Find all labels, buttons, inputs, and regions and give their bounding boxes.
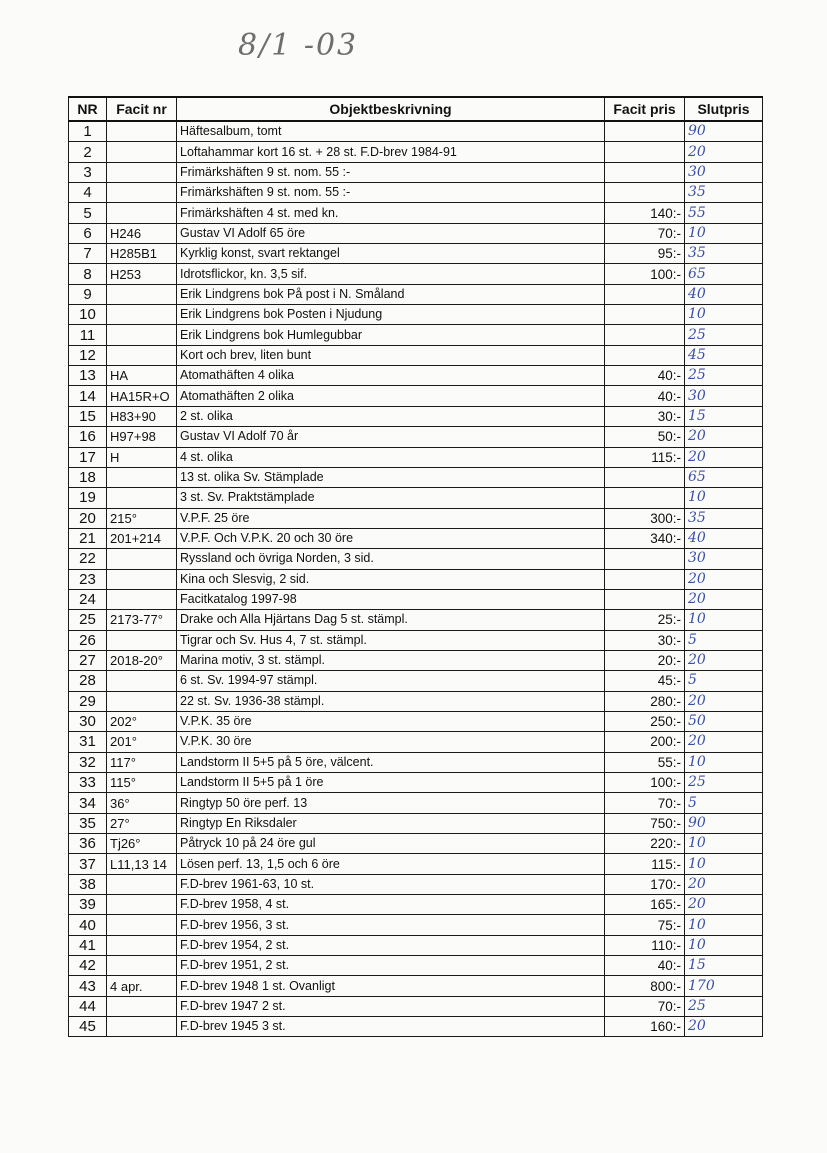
cell-facit-pris: 340:- — [605, 528, 685, 548]
cell-facit-nr — [107, 345, 177, 365]
cell-facit-nr: 201+214 — [107, 528, 177, 548]
cell-facit-pris: 110:- — [605, 935, 685, 955]
cell-slutpris-handwritten: 10 — [685, 854, 763, 874]
cell-facit-pris: 165:- — [605, 895, 685, 915]
table-row — [69, 589, 763, 609]
cell-facit-pris: 115:- — [605, 854, 685, 874]
cell-objektbeskrivning: Häftesalbum, tomt — [177, 121, 605, 142]
cell-facit-nr — [107, 895, 177, 915]
cell-facit-nr: HA15R+O — [107, 386, 177, 406]
cell-nr: 33 — [69, 773, 107, 793]
cell-slutpris-handwritten: 15 — [685, 956, 763, 976]
cell-nr: 7 — [69, 244, 107, 264]
cell-objektbeskrivning: F.D-brev 1958, 4 st. — [177, 895, 605, 915]
cell-facit-nr: H83+90 — [107, 406, 177, 426]
cell-facit-pris: 95:- — [605, 244, 685, 264]
table-row — [69, 874, 763, 894]
cell-nr: 41 — [69, 935, 107, 955]
cell-nr: 40 — [69, 915, 107, 935]
table-row — [69, 162, 763, 182]
cell-facit-pris — [605, 284, 685, 304]
cell-objektbeskrivning: Frimärkshäften 9 st. nom. 55 :- — [177, 183, 605, 203]
cell-slutpris-handwritten: 10 — [685, 488, 763, 508]
cell-facit-nr: 117° — [107, 752, 177, 772]
cell-slutpris-handwritten: 15 — [685, 406, 763, 426]
cell-facit-pris: 800:- — [605, 976, 685, 996]
cell-objektbeskrivning: Erik Lindgrens bok Humlegubbar — [177, 325, 605, 345]
cell-slutpris-handwritten: 5 — [685, 793, 763, 813]
cell-objektbeskrivning: V.P.K. 35 öre — [177, 711, 605, 731]
cell-facit-nr: H246 — [107, 223, 177, 243]
cell-objektbeskrivning: Kyrklig konst, svart rektangel — [177, 244, 605, 264]
table-row — [69, 732, 763, 752]
table-row — [69, 976, 763, 996]
table-row — [69, 264, 763, 284]
cell-facit-nr — [107, 284, 177, 304]
header-facit-pris: Facit pris — [605, 97, 685, 121]
cell-nr: 30 — [69, 711, 107, 731]
cell-slutpris-handwritten: 170 — [685, 976, 763, 996]
cell-facit-nr: H285B1 — [107, 244, 177, 264]
cell-nr: 31 — [69, 732, 107, 752]
cell-facit-nr — [107, 996, 177, 1016]
cell-nr: 2 — [69, 142, 107, 162]
cell-nr: 1 — [69, 121, 107, 142]
cell-slutpris-handwritten: 20 — [685, 589, 763, 609]
table-row — [69, 366, 763, 386]
cell-slutpris-handwritten: 10 — [685, 223, 763, 243]
cell-facit-nr: L11,13 14 — [107, 854, 177, 874]
cell-objektbeskrivning: V.P.F. 25 öre — [177, 508, 605, 528]
cell-nr: 25 — [69, 610, 107, 630]
table-row — [69, 915, 763, 935]
cell-nr: 5 — [69, 203, 107, 223]
cell-slutpris-handwritten: 20 — [685, 447, 763, 467]
cell-objektbeskrivning: F.D-brev 1948 1 st. Ovanligt — [177, 976, 605, 996]
cell-slutpris-handwritten: 5 — [685, 630, 763, 650]
table-row — [69, 488, 763, 508]
cell-facit-nr — [107, 467, 177, 487]
cell-slutpris-handwritten: 45 — [685, 345, 763, 365]
cell-objektbeskrivning: Ringtyp En Riksdaler — [177, 813, 605, 833]
cell-facit-pris: 40:- — [605, 386, 685, 406]
cell-slutpris-handwritten: 10 — [685, 610, 763, 630]
cell-slutpris-handwritten: 90 — [685, 121, 763, 142]
cell-objektbeskrivning: Frimärkshäften 9 st. nom. 55 :- — [177, 162, 605, 182]
table-row — [69, 671, 763, 691]
cell-nr: 20 — [69, 508, 107, 528]
cell-nr: 35 — [69, 813, 107, 833]
cell-facit-nr: 215° — [107, 508, 177, 528]
cell-slutpris-handwritten: 20 — [685, 142, 763, 162]
cell-facit-pris: 40:- — [605, 956, 685, 976]
table-row — [69, 345, 763, 365]
cell-nr: 23 — [69, 569, 107, 589]
cell-facit-pris: 200:- — [605, 732, 685, 752]
cell-nr: 45 — [69, 1017, 107, 1037]
table-row — [69, 142, 763, 162]
cell-nr: 38 — [69, 874, 107, 894]
table-row — [69, 711, 763, 731]
cell-facit-pris: 30:- — [605, 630, 685, 650]
table-row — [69, 386, 763, 406]
cell-facit-nr — [107, 691, 177, 711]
cell-slutpris-handwritten: 25 — [685, 366, 763, 386]
cell-objektbeskrivning: Marina motiv, 3 st. stämpl. — [177, 650, 605, 670]
cell-objektbeskrivning: F.D-brev 1947 2 st. — [177, 996, 605, 1016]
cell-facit-nr — [107, 549, 177, 569]
table-row — [69, 691, 763, 711]
cell-facit-pris: 55:- — [605, 752, 685, 772]
cell-facit-nr: 201° — [107, 732, 177, 752]
cell-slutpris-handwritten: 10 — [685, 752, 763, 772]
cell-facit-nr: 36° — [107, 793, 177, 813]
cell-nr: 19 — [69, 488, 107, 508]
cell-facit-nr — [107, 935, 177, 955]
table-row — [69, 793, 763, 813]
cell-facit-pris: 70:- — [605, 996, 685, 1016]
cell-slutpris-handwritten: 10 — [685, 935, 763, 955]
cell-nr: 6 — [69, 223, 107, 243]
cell-objektbeskrivning: Gustav VI Adolf 70 år — [177, 427, 605, 447]
cell-slutpris-handwritten: 25 — [685, 773, 763, 793]
cell-facit-nr — [107, 630, 177, 650]
cell-nr: 32 — [69, 752, 107, 772]
cell-nr: 28 — [69, 671, 107, 691]
cell-objektbeskrivning: Drake och Alla Hjärtans Dag 5 st. stämpl. — [177, 610, 605, 630]
cell-objektbeskrivning: 4 st. olika — [177, 447, 605, 467]
cell-slutpris-handwritten: 65 — [685, 467, 763, 487]
cell-facit-pris — [605, 488, 685, 508]
cell-facit-pris: 45:- — [605, 671, 685, 691]
cell-slutpris-handwritten: 10 — [685, 834, 763, 854]
cell-nr: 16 — [69, 427, 107, 447]
cell-nr: 27 — [69, 650, 107, 670]
ledger-body — [69, 121, 763, 1037]
cell-facit-pris — [605, 467, 685, 487]
cell-nr: 36 — [69, 834, 107, 854]
ledger-header — [69, 97, 763, 121]
table-row — [69, 305, 763, 325]
cell-facit-pris — [605, 142, 685, 162]
cell-slutpris-handwritten: 10 — [685, 915, 763, 935]
cell-facit-nr — [107, 325, 177, 345]
cell-facit-nr: 2173-77° — [107, 610, 177, 630]
cell-nr: 14 — [69, 386, 107, 406]
cell-objektbeskrivning: 2 st. olika — [177, 406, 605, 426]
table-row — [69, 203, 763, 223]
cell-nr: 12 — [69, 345, 107, 365]
cell-nr: 26 — [69, 630, 107, 650]
cell-facit-nr: H253 — [107, 264, 177, 284]
cell-nr: 18 — [69, 467, 107, 487]
cell-slutpris-handwritten: 20 — [685, 1017, 763, 1037]
cell-facit-nr: H — [107, 447, 177, 467]
cell-slutpris-handwritten: 40 — [685, 528, 763, 548]
cell-slutpris-handwritten: 20 — [685, 732, 763, 752]
cell-nr: 29 — [69, 691, 107, 711]
cell-objektbeskrivning: 6 st. Sv. 1994-97 stämpl. — [177, 671, 605, 691]
cell-slutpris-handwritten: 20 — [685, 569, 763, 589]
cell-nr: 13 — [69, 366, 107, 386]
cell-slutpris-handwritten: 50 — [685, 711, 763, 731]
table-row — [69, 528, 763, 548]
cell-objektbeskrivning: Facitkatalog 1997-98 — [177, 589, 605, 609]
cell-facit-nr: 202° — [107, 711, 177, 731]
cell-nr: 22 — [69, 549, 107, 569]
cell-facit-nr — [107, 915, 177, 935]
header-slutpris: Slutpris — [685, 97, 763, 121]
cell-facit-nr — [107, 142, 177, 162]
cell-facit-pris — [605, 162, 685, 182]
table-row — [69, 996, 763, 1016]
cell-objektbeskrivning: Kort och brev, liten bunt — [177, 345, 605, 365]
cell-objektbeskrivning: Gustav VI Adolf 65 öre — [177, 223, 605, 243]
cell-nr: 24 — [69, 589, 107, 609]
cell-objektbeskrivning: Ringtyp 50 öre perf. 13 — [177, 793, 605, 813]
cell-facit-pris: 30:- — [605, 406, 685, 426]
cell-facit-nr — [107, 121, 177, 142]
cell-objektbeskrivning: F.D-brev 1951, 2 st. — [177, 956, 605, 976]
cell-objektbeskrivning: V.P.F. Och V.P.K. 20 och 30 öre — [177, 528, 605, 548]
cell-objektbeskrivning: Loftahammar kort 16 st. + 28 st. F.D-brev 1984-91 — [177, 142, 605, 162]
cell-facit-pris: 280:- — [605, 691, 685, 711]
cell-objektbeskrivning: Erik Lindgrens bok På post i N. Småland — [177, 284, 605, 304]
header-facit-nr: Facit nr — [107, 97, 177, 121]
cell-facit-pris: 70:- — [605, 793, 685, 813]
cell-slutpris-handwritten: 20 — [685, 895, 763, 915]
cell-facit-pris: 75:- — [605, 915, 685, 935]
table-row — [69, 508, 763, 528]
cell-facit-pris: 160:- — [605, 1017, 685, 1037]
table-row — [69, 813, 763, 833]
cell-facit-pris: 115:- — [605, 447, 685, 467]
cell-facit-pris — [605, 305, 685, 325]
cell-nr: 11 — [69, 325, 107, 345]
header-nr: NR — [69, 97, 107, 121]
cell-facit-nr — [107, 488, 177, 508]
cell-objektbeskrivning: Tigrar och Sv. Hus 4, 7 st. stämpl. — [177, 630, 605, 650]
cell-facit-nr — [107, 671, 177, 691]
table-row — [69, 325, 763, 345]
cell-nr: 42 — [69, 956, 107, 976]
cell-slutpris-handwritten: 30 — [685, 386, 763, 406]
cell-nr: 4 — [69, 183, 107, 203]
cell-facit-pris — [605, 183, 685, 203]
table-row — [69, 1017, 763, 1037]
table-row — [69, 549, 763, 569]
cell-objektbeskrivning: Atomathäften 4 olika — [177, 366, 605, 386]
cell-facit-pris: 170:- — [605, 874, 685, 894]
cell-slutpris-handwritten: 35 — [685, 508, 763, 528]
cell-facit-pris: 250:- — [605, 711, 685, 731]
table-row — [69, 935, 763, 955]
cell-slutpris-handwritten: 40 — [685, 284, 763, 304]
cell-facit-pris — [605, 325, 685, 345]
handwritten-date-note: 8/1 -03 — [238, 28, 359, 63]
table-row — [69, 773, 763, 793]
cell-objektbeskrivning: F.D-brev 1945 3 st. — [177, 1017, 605, 1037]
cell-slutpris-handwritten: 90 — [685, 813, 763, 833]
cell-slutpris-handwritten: 20 — [685, 691, 763, 711]
cell-facit-pris: 100:- — [605, 773, 685, 793]
table-row — [69, 834, 763, 854]
cell-facit-pris: 750:- — [605, 813, 685, 833]
cell-objektbeskrivning: Landstorm II 5+5 på 1 öre — [177, 773, 605, 793]
table-row — [69, 650, 763, 670]
cell-facit-nr — [107, 1017, 177, 1037]
cell-objektbeskrivning: Idrotsflickor, kn. 3,5 sif. — [177, 264, 605, 284]
cell-objektbeskrivning: 13 st. olika Sv. Stämplade — [177, 467, 605, 487]
cell-nr: 17 — [69, 447, 107, 467]
cell-facit-pris — [605, 589, 685, 609]
table-row — [69, 121, 763, 142]
cell-slutpris-handwritten: 25 — [685, 996, 763, 1016]
cell-nr: 43 — [69, 976, 107, 996]
table-row — [69, 406, 763, 426]
cell-facit-pris: 140:- — [605, 203, 685, 223]
cell-facit-nr: 115° — [107, 773, 177, 793]
cell-nr: 34 — [69, 793, 107, 813]
table-row — [69, 183, 763, 203]
cell-nr: 39 — [69, 895, 107, 915]
cell-facit-nr — [107, 874, 177, 894]
cell-facit-nr: 27° — [107, 813, 177, 833]
cell-facit-pris: 20:- — [605, 650, 685, 670]
cell-objektbeskrivning: 22 st. Sv. 1936-38 stämpl. — [177, 691, 605, 711]
cell-nr: 3 — [69, 162, 107, 182]
cell-objektbeskrivning: Ryssland och övriga Norden, 3 sid. — [177, 549, 605, 569]
table-row — [69, 427, 763, 447]
cell-nr: 37 — [69, 854, 107, 874]
cell-objektbeskrivning: Erik Lindgrens bok Posten i Njudung — [177, 305, 605, 325]
table-row — [69, 244, 763, 264]
table-row — [69, 284, 763, 304]
cell-nr: 9 — [69, 284, 107, 304]
cell-objektbeskrivning: V.P.K. 30 öre — [177, 732, 605, 752]
table-row — [69, 630, 763, 650]
cell-slutpris-handwritten: 35 — [685, 183, 763, 203]
cell-facit-pris — [605, 549, 685, 569]
cell-facit-nr: H97+98 — [107, 427, 177, 447]
cell-facit-nr — [107, 203, 177, 223]
cell-facit-nr — [107, 305, 177, 325]
cell-slutpris-handwritten: 30 — [685, 162, 763, 182]
cell-objektbeskrivning: F.D-brev 1954, 2 st. — [177, 935, 605, 955]
cell-facit-nr — [107, 569, 177, 589]
cell-slutpris-handwritten: 20 — [685, 427, 763, 447]
cell-facit-pris: 50:- — [605, 427, 685, 447]
table-row — [69, 956, 763, 976]
cell-slutpris-handwritten: 5 — [685, 671, 763, 691]
table-row — [69, 752, 763, 772]
cell-objektbeskrivning: F.D-brev 1961-63, 10 st. — [177, 874, 605, 894]
cell-slutpris-handwritten: 35 — [685, 244, 763, 264]
cell-objektbeskrivning: Atomathäften 2 olika — [177, 386, 605, 406]
cell-slutpris-handwritten: 10 — [685, 305, 763, 325]
cell-objektbeskrivning: F.D-brev 1956, 3 st. — [177, 915, 605, 935]
cell-objektbeskrivning: Påtryck 10 på 24 öre gul — [177, 834, 605, 854]
table-row — [69, 610, 763, 630]
cell-slutpris-handwritten: 55 — [685, 203, 763, 223]
header-objektbeskrivning: Objektbeskrivning — [177, 97, 605, 121]
cell-nr: 10 — [69, 305, 107, 325]
cell-objektbeskrivning: Landstorm II 5+5 på 5 öre, välcent. — [177, 752, 605, 772]
cell-slutpris-handwritten: 30 — [685, 549, 763, 569]
cell-objektbeskrivning: 3 st. Sv. Praktstämplade — [177, 488, 605, 508]
cell-nr: 21 — [69, 528, 107, 548]
cell-facit-nr — [107, 183, 177, 203]
cell-facit-pris — [605, 345, 685, 365]
cell-facit-nr: Tj26° — [107, 834, 177, 854]
cell-slutpris-handwritten: 20 — [685, 650, 763, 670]
cell-facit-pris: 300:- — [605, 508, 685, 528]
cell-facit-pris — [605, 569, 685, 589]
cell-slutpris-handwritten: 25 — [685, 325, 763, 345]
cell-nr: 8 — [69, 264, 107, 284]
table-row — [69, 467, 763, 487]
header-row — [69, 97, 763, 121]
cell-facit-nr — [107, 589, 177, 609]
cell-nr: 44 — [69, 996, 107, 1016]
table-row — [69, 447, 763, 467]
cell-slutpris-handwritten: 20 — [685, 874, 763, 894]
cell-facit-pris: 220:- — [605, 834, 685, 854]
table-row — [69, 895, 763, 915]
table-row — [69, 854, 763, 874]
auction-ledger-table — [68, 96, 763, 1037]
cell-facit-pris — [605, 121, 685, 142]
cell-nr: 15 — [69, 406, 107, 426]
cell-objektbeskrivning: Kina och Slesvig, 2 sid. — [177, 569, 605, 589]
cell-objektbeskrivning: Frimärkshäften 4 st. med kn. — [177, 203, 605, 223]
cell-facit-pris: 40:- — [605, 366, 685, 386]
table-row — [69, 569, 763, 589]
cell-facit-pris: 100:- — [605, 264, 685, 284]
cell-facit-nr: HA — [107, 366, 177, 386]
cell-facit-nr: 4 apr. — [107, 976, 177, 996]
cell-slutpris-handwritten: 65 — [685, 264, 763, 284]
cell-facit-pris: 25:- — [605, 610, 685, 630]
cell-facit-pris: 70:- — [605, 223, 685, 243]
cell-facit-nr: 2018-20° — [107, 650, 177, 670]
cell-facit-nr — [107, 956, 177, 976]
cell-objektbeskrivning: Lösen perf. 13, 1,5 och 6 öre — [177, 854, 605, 874]
cell-facit-nr — [107, 162, 177, 182]
table-row — [69, 223, 763, 243]
